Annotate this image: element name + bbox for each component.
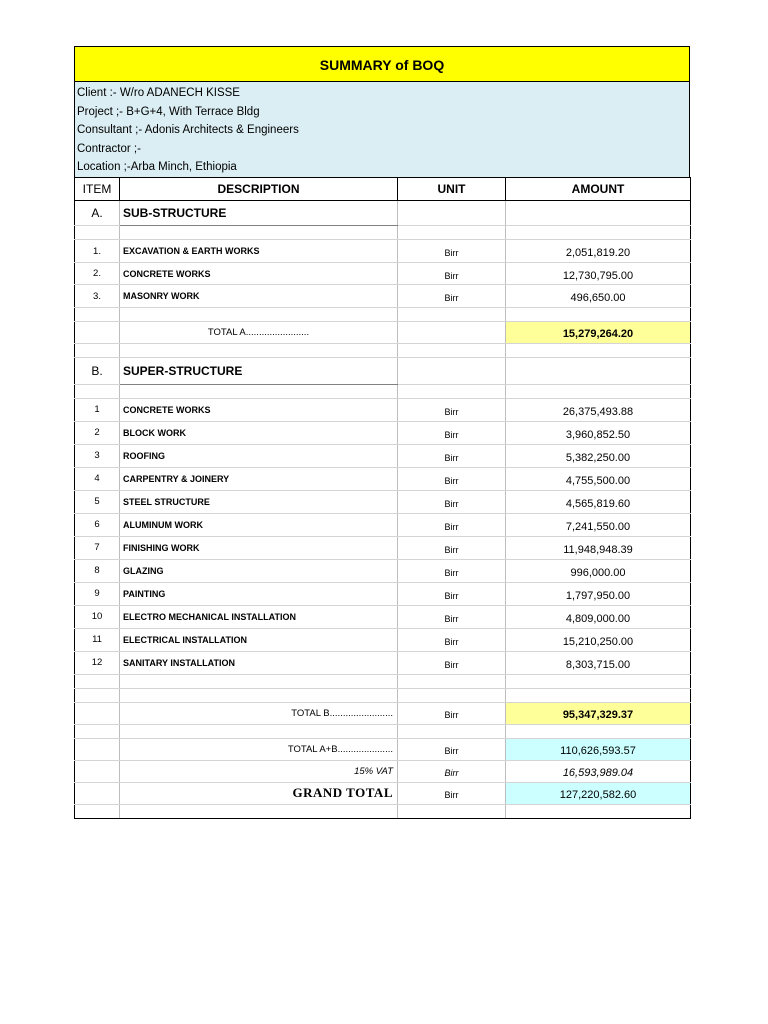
table-row [75, 444, 691, 467]
item-number: 7 [75, 536, 120, 559]
empty-cell [506, 674, 691, 688]
empty-cell [75, 343, 120, 357]
item-number: 2. [75, 262, 120, 285]
item-unit: Birr [398, 628, 506, 651]
section-b-title: SUPER-STRUCTURE [120, 357, 398, 384]
item-description: MASONRY WORK [120, 285, 398, 308]
empty-cell [398, 384, 506, 398]
item-number: 11 [75, 628, 120, 651]
table-row [75, 262, 691, 285]
header-amount: AMOUNT [506, 177, 691, 200]
item-amount: 15,210,250.00 [506, 628, 691, 651]
empty-cell [398, 804, 506, 818]
table-row [75, 240, 691, 263]
item-unit: Birr [398, 262, 506, 285]
item-unit: Birr [398, 490, 506, 513]
vat-amount: 16,593,989.04 [506, 760, 691, 782]
item-description: ELECTRICAL INSTALLATION [120, 628, 398, 651]
header-unit: UNIT [398, 177, 506, 200]
item-amount: 2,051,819.20 [506, 240, 691, 263]
section-b-rows [75, 398, 691, 674]
item-unit: Birr [398, 444, 506, 467]
item-number: 9 [75, 582, 120, 605]
item-amount: 3,960,852.50 [506, 421, 691, 444]
empty-cell [75, 760, 120, 782]
grand-total-unit: Birr [398, 782, 506, 804]
empty-cell [75, 688, 120, 702]
item-number: 3 [75, 444, 120, 467]
client-line: Client :- W/ro ADANECH KISSE [77, 87, 240, 99]
spacer-row [75, 226, 691, 240]
item-description: SANITARY INSTALLATION [120, 651, 398, 674]
empty-cell [75, 702, 120, 724]
item-unit: Birr [398, 421, 506, 444]
total-ab-amount: 110,626,593.57 [506, 738, 691, 760]
item-unit: Birr [398, 467, 506, 490]
table-row [75, 398, 691, 421]
item-number: 1. [75, 240, 120, 263]
item-description: CONCRETE WORKS [120, 262, 398, 285]
spacer-row [75, 804, 691, 818]
item-description: CONCRETE WORKS [120, 398, 398, 421]
spacer-row [75, 343, 691, 357]
item-amount: 8,303,715.00 [506, 651, 691, 674]
vat-label: 15% VAT [120, 760, 398, 782]
item-description: GLAZING [120, 559, 398, 582]
spacer-row [75, 688, 691, 702]
item-amount: 11,948,948.39 [506, 536, 691, 559]
item-number: 3. [75, 285, 120, 308]
empty-cell [506, 307, 691, 321]
location-line: Location ;-Arba Minch, Ethiopia [77, 161, 237, 174]
consultant-line: Consultant ;- Adonis Architects & Engineers [77, 124, 299, 137]
empty-cell [120, 384, 398, 398]
item-amount: 4,565,819.60 [506, 490, 691, 513]
empty-cell [506, 201, 691, 226]
item-number: 6 [75, 513, 120, 536]
item-amount: 4,809,000.00 [506, 605, 691, 628]
empty-cell [398, 674, 506, 688]
table-row [75, 559, 691, 582]
empty-cell [398, 688, 506, 702]
item-description: ROOFING [120, 444, 398, 467]
item-description: ELECTRO MECHANICAL INSTALLATION [120, 605, 398, 628]
empty-cell [120, 307, 398, 321]
section-b-number: B. [75, 357, 120, 384]
vat-row [75, 760, 691, 782]
item-number: 4 [75, 467, 120, 490]
empty-cell [506, 226, 691, 240]
sheet-title: SUMMARY of BOQ [74, 46, 690, 82]
item-amount: 4,755,500.00 [506, 467, 691, 490]
total-a-label: TOTAL A........................ [120, 321, 398, 343]
empty-cell [120, 674, 398, 688]
total-ab-row [75, 738, 691, 760]
item-amount: 996,000.00 [506, 559, 691, 582]
project-line: Project ;- B+G+4, With Terrace Bldg [77, 105, 260, 118]
item-unit: Birr [398, 582, 506, 605]
vat-unit: Birr [398, 760, 506, 782]
item-amount: 26,375,493.88 [506, 398, 691, 421]
empty-cell [398, 343, 506, 357]
total-b-label: TOTAL B........................ [120, 702, 398, 724]
spacer-row [75, 724, 691, 738]
table-row [75, 285, 691, 308]
total-ab-unit: Birr [398, 738, 506, 760]
empty-cell [506, 357, 691, 384]
boq-sheet [74, 46, 690, 819]
empty-cell [398, 226, 506, 240]
empty-cell [398, 357, 506, 384]
empty-cell [75, 321, 120, 343]
section-a-rows [75, 240, 691, 308]
empty-cell [120, 343, 398, 357]
empty-cell [506, 343, 691, 357]
item-unit: Birr [398, 513, 506, 536]
table-row [75, 467, 691, 490]
spacer-row [75, 674, 691, 688]
empty-cell [75, 307, 120, 321]
empty-cell [506, 724, 691, 738]
empty-cell [120, 226, 398, 240]
item-unit: Birr [398, 536, 506, 559]
item-unit: Birr [398, 285, 506, 308]
empty-cell [506, 384, 691, 398]
empty-cell [506, 688, 691, 702]
table-row [75, 628, 691, 651]
header-row [75, 177, 691, 200]
table-row [75, 651, 691, 674]
empty-cell [75, 738, 120, 760]
item-amount: 7,241,550.00 [506, 513, 691, 536]
table-row [75, 605, 691, 628]
project-info [74, 82, 690, 177]
empty-cell [75, 782, 120, 804]
total-b-row [75, 702, 691, 724]
table-row [75, 536, 691, 559]
item-amount: 5,382,250.00 [506, 444, 691, 467]
grand-total-row [75, 782, 691, 804]
item-number: 12 [75, 651, 120, 674]
section-a-table [74, 201, 691, 819]
item-amount: 12,730,795.00 [506, 262, 691, 285]
item-description: EXCAVATION & EARTH WORKS [120, 240, 398, 263]
item-number: 8 [75, 559, 120, 582]
boq-table [74, 177, 691, 201]
item-number: 1 [75, 398, 120, 421]
item-number: 2 [75, 421, 120, 444]
grand-total-amount: 127,220,582.60 [506, 782, 691, 804]
total-b-unit: Birr [398, 702, 506, 724]
empty-cell [120, 688, 398, 702]
empty-cell [506, 804, 691, 818]
header-item: ITEM [75, 177, 120, 200]
total-ab-label: TOTAL A+B..................... [120, 738, 398, 760]
total-a-row [75, 321, 691, 343]
total-a-amount: 15,279,264.20 [506, 321, 691, 343]
empty-cell [398, 724, 506, 738]
empty-cell [75, 674, 120, 688]
table-row [75, 490, 691, 513]
empty-cell [75, 226, 120, 240]
grand-total-label: GRAND TOTAL [120, 782, 398, 804]
item-description: CARPENTRY & JOINERY [120, 467, 398, 490]
table-row [75, 513, 691, 536]
section-a-title: SUB-STRUCTURE [120, 201, 398, 226]
section-a-number: A. [75, 201, 120, 226]
section-b-heading [75, 357, 691, 384]
empty-cell [398, 321, 506, 343]
spacer-row [75, 307, 691, 321]
empty-cell [398, 307, 506, 321]
item-number: 10 [75, 605, 120, 628]
item-description: FINISHING WORK [120, 536, 398, 559]
spacer-row [75, 384, 691, 398]
table-row [75, 582, 691, 605]
item-number: 5 [75, 490, 120, 513]
empty-cell [120, 724, 398, 738]
item-unit: Birr [398, 651, 506, 674]
item-unit: Birr [398, 398, 506, 421]
item-description: BLOCK WORK [120, 421, 398, 444]
item-description: STEEL STRUCTURE [120, 490, 398, 513]
item-amount: 496,650.00 [506, 285, 691, 308]
item-amount: 1,797,950.00 [506, 582, 691, 605]
section-a-heading [75, 201, 691, 226]
item-unit: Birr [398, 559, 506, 582]
item-description: ALUMINUM WORK [120, 513, 398, 536]
item-unit: Birr [398, 605, 506, 628]
empty-cell [398, 201, 506, 226]
empty-cell [75, 804, 120, 818]
empty-cell [120, 804, 398, 818]
empty-cell [75, 384, 120, 398]
empty-cell [75, 724, 120, 738]
item-description: PAINTING [120, 582, 398, 605]
table-row [75, 421, 691, 444]
contractor-line: Contractor ;- [77, 142, 141, 155]
total-b-amount: 95,347,329.37 [506, 702, 691, 724]
item-unit: Birr [398, 240, 506, 263]
header-description: DESCRIPTION [120, 177, 398, 200]
